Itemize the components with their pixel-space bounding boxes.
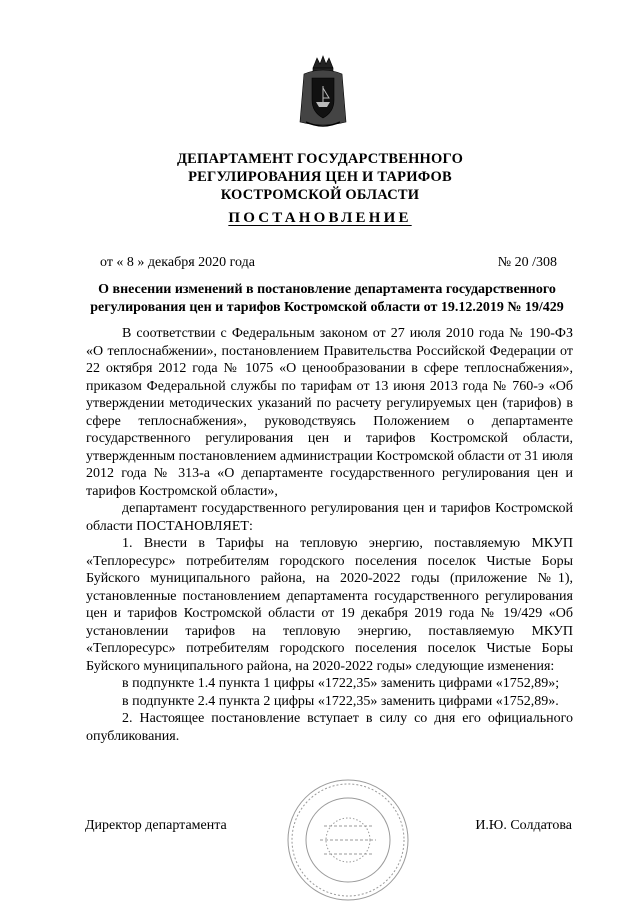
- department-name-line-3: КОСТРОМСКОЙ ОБЛАСТИ: [220, 187, 420, 203]
- body-paragraph-item-2: 2. Настоящее постановление вступает в силу со дня его официального опубликования.: [86, 711, 573, 744]
- document-subject: О внесении изменений в постановление департамента государственного регулирования цен и тарифов Костромской области от 19.12.2019 № 19/429: [90, 282, 564, 315]
- official-stamp-icon: [284, 776, 412, 904]
- body-paragraph-resolves: департамент государственного регулирования цен и тарифов Костромской области ПОСТАНОВЛЯЕТ:: [86, 501, 573, 534]
- document-date: от « 8 » декабря 2020 года: [100, 255, 255, 270]
- signer-role: Директор департамента: [85, 818, 227, 833]
- document-body: [86, 325, 573, 745]
- document-number: № 20 /308: [497, 255, 557, 270]
- coat-of-arms-icon: [296, 54, 350, 130]
- document-type-title: ПОСТАНОВЛЕНИЕ: [228, 210, 412, 226]
- body-paragraph-preamble: В соответствии с Федеральным законом от 27 июля 2010 года № 190-ФЗ «О теплоснабжении», постановлением Правительства Российской Федерации от 22 октября 2012 года № 1075 «О ценообразовании в сфере теплоснабжения», приказом Федеральной службы по тарифам от 13 июня 2013 года № 760-э «Об утверждении методических указаний по расчету регулируемых цен (тарифов) в сфере теплоснабжения», руководствуясь Положением о департаменте государственного регулирования цен и тарифов Костромской области, утвержденным постановлением администрации Костромской области от 31 июля 2012 года № 313-а «О департаменте государственного регулирования цен и тарифов Костромской области»,: [86, 326, 573, 499]
- department-name-line-1: ДЕПАРТАМЕНТ ГОСУДАРСТВЕННОГО: [176, 151, 464, 167]
- body-paragraph-change-1: в подпункте 1.4 пункта 1 цифры «1722,35» заменить цифрами «1752,89»;: [122, 676, 560, 691]
- department-name-line-2: РЕГУЛИРОВАНИЯ ЦЕН И ТАРИФОВ: [188, 169, 452, 185]
- signer-name: И.Ю. Солдатова: [475, 818, 572, 833]
- body-paragraph-item-1: 1. Внести в Тарифы на тепловую энергию, поставляемую МКУП «Теплоресурс» потребителям городского поселения поселок Чистые Боры Буйского муниципального района, на 2020-2022 годы (приложение №1), установленные постановлением департамента государственного регулирования цен и тарифов Костромской области от 19 декабря 2019 года № 19/429 «Об установлении тарифов на тепловую энергию, поставляемую МКУП «Теплоресурс» потребителям городского поселения поселок Чистые Боры Буйского муниципального района, на 2020-2022 годы» следующие изменения:: [86, 536, 573, 674]
- body-paragraph-change-2: в подпункте 2.4 пункта 2 цифры «1722,35» заменить цифрами «1752,89».: [122, 693, 559, 709]
